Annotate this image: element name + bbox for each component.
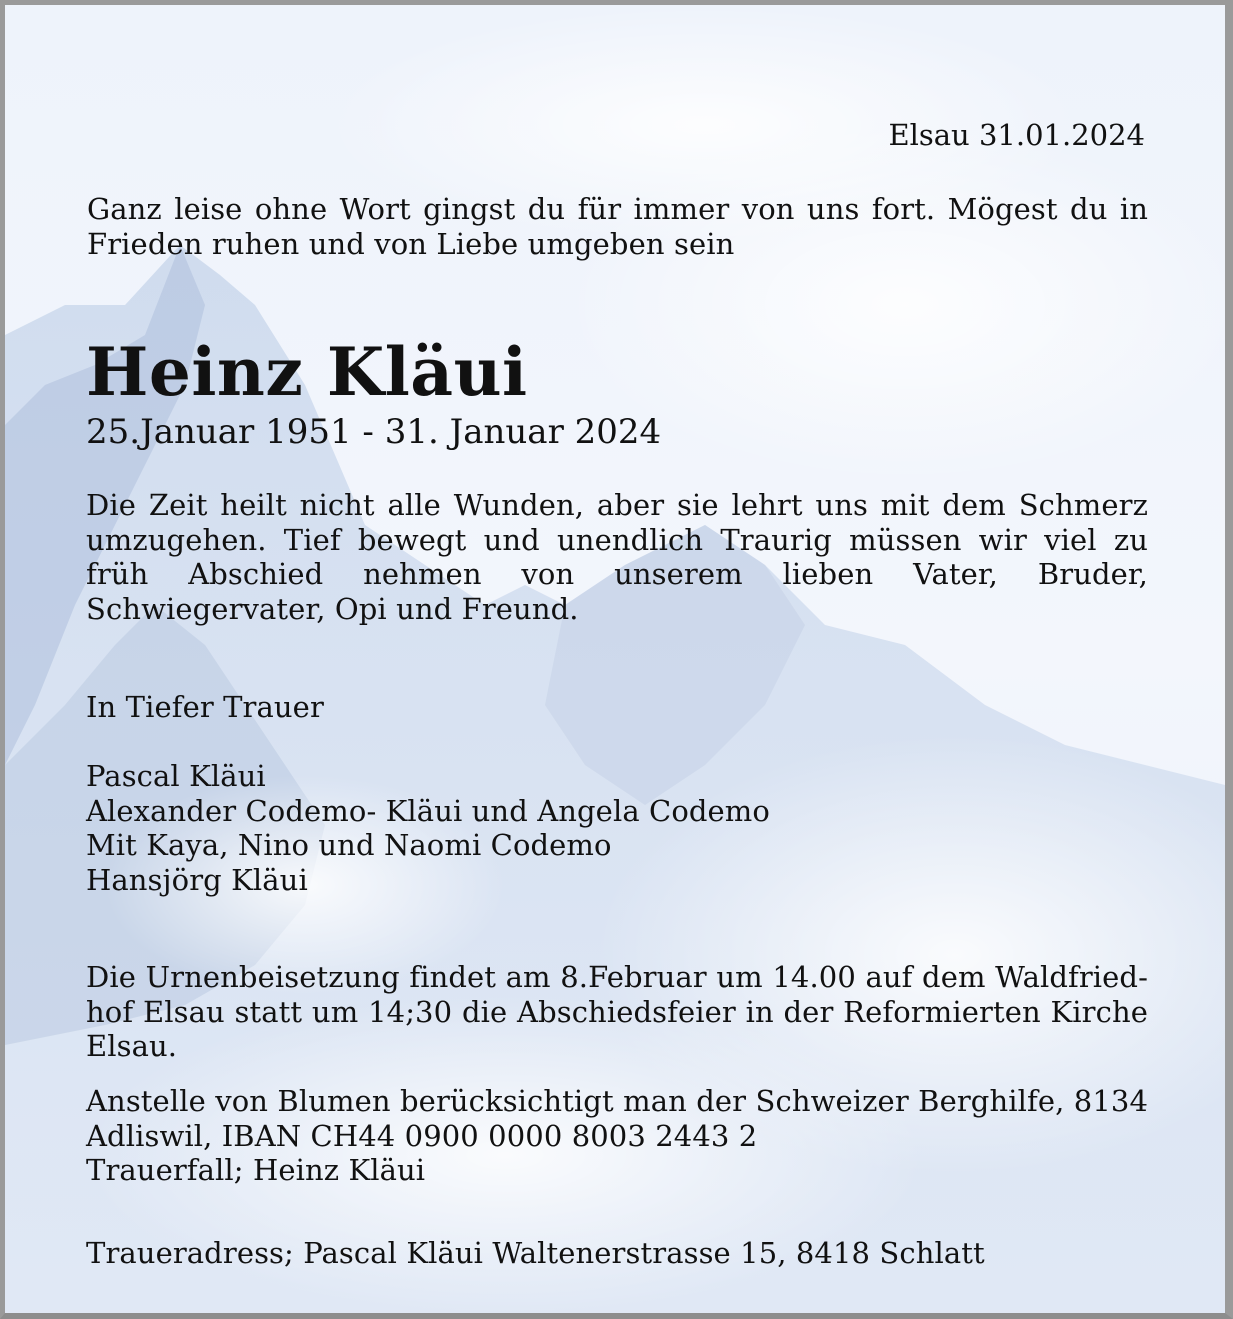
mourner-name: Mit Kaya, Nino und Naomi Codemo (86, 828, 612, 862)
obituary-content (5, 5, 1225, 1313)
place-date: Elsau 31.01.2024 (888, 118, 1145, 152)
mourner-name: Pascal Kläui (86, 759, 266, 793)
quote-text: Ganz leise ohne Wort gingst du für immer von uns fort. Mögest du in Frieden ruhen und von Liebe umgeben sein (87, 192, 1148, 261)
mourner-name: Alexander Codemo- Kläui und Angela Codemo (86, 794, 770, 828)
mourner-name: Hansjörg Kläui (86, 863, 308, 897)
life-dates: 25.Januar 1951 - 31. Januar 2024 (86, 412, 662, 452)
donation-line-2: Adliswil, IBAN CH44 0900 0000 8003 2443 2 (86, 1119, 758, 1153)
mourning-address: Traueradress; Pascal Kläui Waltenerstrasse 15, 8418 Schlatt (86, 1236, 985, 1270)
mourning-heading: In Tiefer Trauer (86, 690, 324, 724)
message-text: Die Zeit heilt nicht alle Wunden, aber sie lehrt uns mit dem Schmerz umzugehen. Tief bewegt und unendlich Traurig müssen wir viel zu früh Abschied nehmen von unserem lieben Vater, Bruder, Schwiegervater, Opi und Freund. (86, 488, 1148, 626)
donation-line-1: Anstelle von Blumen berücksichtigt man der Schweizer Berghilfe, 8134 (86, 1084, 1148, 1118)
deceased-name: Heinz Kläui (86, 333, 528, 411)
funeral-info: Die Urnenbeisetzung findet am 8.Februar um 14.00 auf dem Waldfried-hof Elsau statt um 14;30 die Abschiedsfeier in der Reformierten Kirche Elsau. (86, 960, 1148, 1063)
donation-line-3: Trauerfall; Heinz Kläui (86, 1153, 426, 1187)
